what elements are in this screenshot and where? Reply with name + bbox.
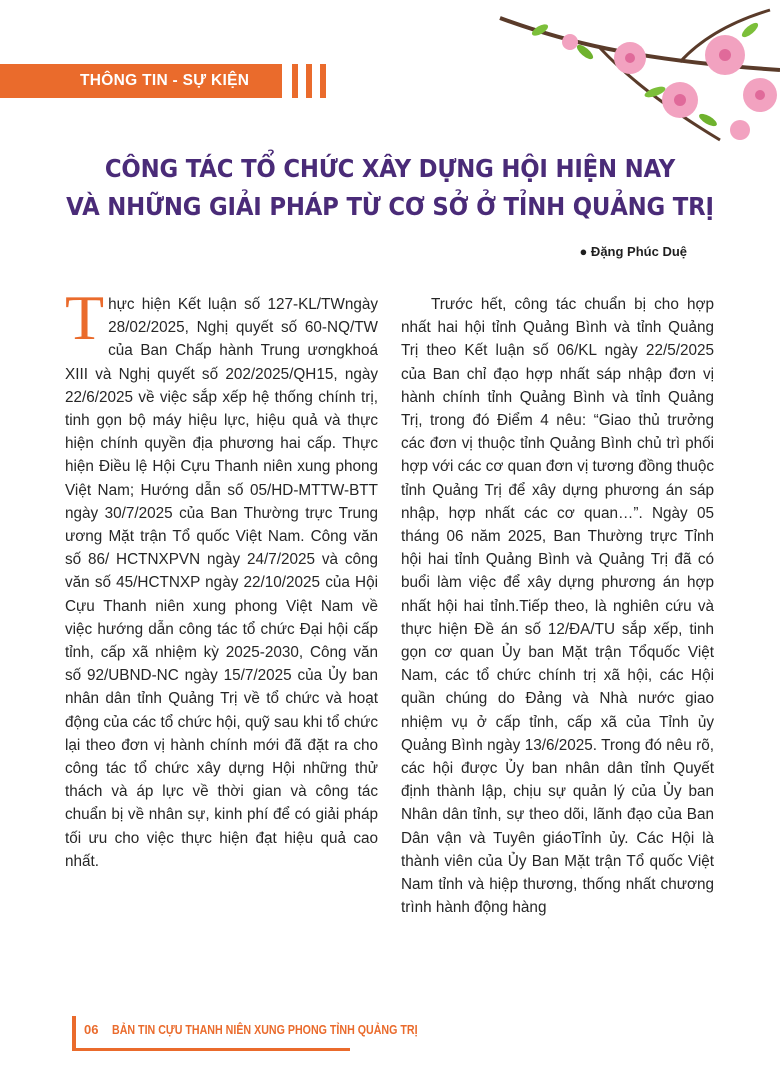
banner-stripe bbox=[320, 64, 326, 98]
peach-blossom-icon bbox=[480, 0, 780, 150]
publication-name: BẢN TIN CỰU THANH NIÊN XUNG PHONG TỈNH QUẢNG TRỊ bbox=[112, 1022, 418, 1037]
section-banner-label: THÔNG TIN - SỰ KIỆN bbox=[80, 72, 250, 89]
page-number: 06 bbox=[84, 1022, 99, 1037]
banner-stripe bbox=[306, 64, 312, 98]
article-author: ● Đặng Phúc Duệ bbox=[579, 244, 687, 259]
section-banner bbox=[0, 64, 282, 98]
article-paragraph: Trước hết, công tác chuẩn bị cho hợp nhất hai hội tỉnh Quảng Bình và tỉnh Quảng Trị theo Kết luận số 06/KL ngày 22/5/2025 của Ban chỉ đạo hợp nhất sáp nhập đơn vị hành chính tỉnh Quảng Bình và tỉnh Quảng Trị, trong đó Điểm 4 nêu: “Giao thủ trưởng các đơn vị thuộc tỉnh Quảng Bình chủ trì phối hợp với các cơ quan đơn vị tương đồng thuộc tỉnh Quảng Trị để xây dựng phương án sáp nhập, hợp nhất các cơ quan…”. Ngày 05 tháng 06 năm 2025, Ban Thường trực Tỉnh hội hai tỉnh Quảng Bình và Quảng Trị đã có buổi làm việc để xây dựng phương án hợp nhất hội hai tỉnh.Tiếp theo, là nghiên cứu và thực hiện Đề án số 12/ĐA/TU sắp xếp, tinh gọn cơ quan Ủy ban Mặt trận Tổquốc Việt Nam, các tổ chức chính trị xã hội, các Hội quần chúng do Đảng và Nhà nước giao nhiệm vụ ở cấp tỉnh, cấp xã của Tỉnh ủy Quảng Bình ngày 13/6/2025. Trong đó nêu rõ, các hội được Ủy ban nhân dân tỉnh Quyết định thành lập, chịu sự quản lý của Ủy ban Nhân dân tỉnh, sự theo dõi, lãnh đạo của Ban Dân vận và Tuyên giáoTỉnh ủy. Các Hội là thành viên của Ủy Ban Mặt trận Tổ quốc Việt Nam tỉnh và hiệp thương, thống nhất chương trình hành động hàng bbox=[401, 296, 714, 917]
article-title bbox=[46, 150, 734, 226]
banner-stripe bbox=[292, 64, 298, 98]
article-title-line: CÔNG TÁC TỔ CHỨC XÂY DỰNG HỘI HIỆN NAY bbox=[104, 154, 676, 183]
article-title-line: VÀ NHỮNG GIẢI PHÁP TỪ CƠ SỞ Ở TỈNH QUẢNG TRỊ bbox=[66, 192, 714, 221]
footer-rule bbox=[72, 1048, 350, 1051]
article-paragraph: hực hiện Kết luận số 127-KL/TWngày 28/02/2025, Nghị quyết số 60-NQ/TW của Ban Chấp hành Trung ươngkhoá XIII và Nghị quyết số 202/2025/QH15, ngày 22/6/2025 về việc sắp xếp hệ thống chính trị, tinh gọn bộ máy hiệu lực, hiệu quả và thực hiện chính quyền địa phương hai cấp. Thực hiện Điều lệ Hội Cựu Thanh niên xung phong Việt Nam; Hướng dẫn số 05/HD-MTTW-BTT ngày 30/7/2025 của Ban Thường trực Trung ương Mặt trận Tổ quốc Việt Nam. Công văn số 86/ HCTNXPVN ngày 24/7/2025 và công văn số 45/HCTNXP ngày 22/10/2025 của Hội Cựu Thanh niên xung phong Việt Nam về việc hướng dẫn công tác tổ chức Đại hội cấp tỉnh, cấp xã nhiệm kỳ 2025-2030, Công văn số 92/UBND-NC ngày 15/7/2025 của Ủy ban nhân dân tỉnh Quảng Trị về tổ chức và hoạt động của các tổ chức hội, quỹ sau khi tổ chức lại theo đơn vị hành chính mới đã đặt ra cho công tác tổ chức xây dựng Hội những thử thách và áp lực về thời gian và công tác chuẩn bị về nhân sự, kinh phí để có giải pháp tối ưu cho việc thực hiện đạt hiệu quả cao nhất. bbox=[65, 296, 378, 870]
article-column-left bbox=[65, 282, 378, 873]
drop-cap: T bbox=[65, 282, 105, 353]
article-column-right bbox=[401, 293, 714, 985]
footer-accent-bar bbox=[72, 1016, 76, 1048]
